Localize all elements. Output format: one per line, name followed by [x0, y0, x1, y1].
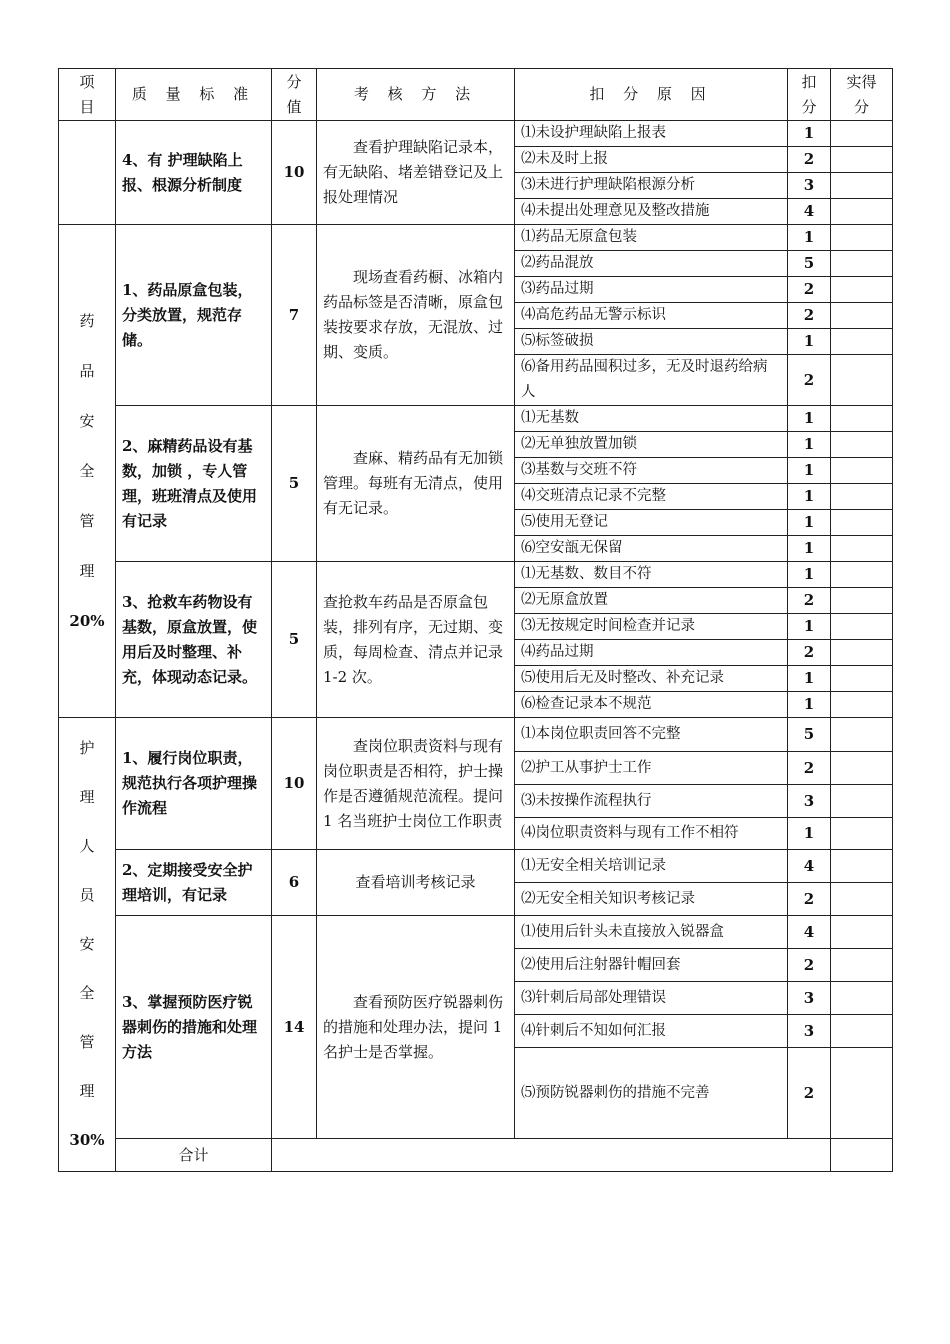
actual-score-cell[interactable] [831, 785, 893, 818]
reason-cell: ⑶未按操作流程执行 [515, 785, 788, 818]
actual-score-cell[interactable] [831, 692, 893, 718]
deduct-points-cell: 2 [788, 588, 831, 614]
reason-cell: ⑸预防锐器刺伤的措施不完善 [515, 1048, 788, 1139]
section-char: 理 [79, 1082, 95, 1100]
total-row [59, 1139, 893, 1172]
score-cell: 10 [272, 718, 317, 850]
reason-cell: ⑴使用后针头未直接放入锐器盒 [515, 916, 788, 949]
reason-cell: ⑶无按规定时间检查并记录 [515, 614, 788, 640]
reason-cell: ⑶未进行护理缺陷根源分析 [515, 173, 788, 199]
actual-score-cell[interactable] [831, 303, 893, 329]
reason-cell: ⑵无原盒放置 [515, 588, 788, 614]
actual-score-cell[interactable] [831, 752, 893, 785]
section-char: 药 [79, 311, 95, 330]
table-row [59, 916, 893, 949]
method-cell: 现场查看药橱、冰箱内药品标签是否清晰，原盒包装按要求存放，无混放、过期、变质。 [317, 225, 515, 406]
deduct-points-cell: 1 [788, 458, 831, 484]
score-cell: 5 [272, 562, 317, 718]
reason-cell: ⑴无基数 [515, 406, 788, 432]
deduct-points-cell: 2 [788, 303, 831, 329]
reason-cell: ⑹备用药品囤积过多，无及时退药给病人 [515, 355, 788, 406]
deduct-points-cell: 1 [788, 614, 831, 640]
actual-score-cell[interactable] [831, 1015, 893, 1048]
reason-cell: ⑹检查记录本不规范 [515, 692, 788, 718]
section-percent: 20% [69, 611, 105, 630]
actual-score-cell[interactable] [831, 718, 893, 752]
section-char: 理 [79, 561, 95, 580]
reason-cell: ⑷药品过期 [515, 640, 788, 666]
header-score: 分 值 [272, 69, 317, 121]
table-row [59, 121, 893, 147]
deduct-points-cell: 3 [788, 785, 831, 818]
score-cell: 14 [272, 916, 317, 1139]
score-cell: 6 [272, 850, 317, 916]
header-row [59, 69, 893, 121]
section-percent: 30% [69, 1131, 105, 1149]
section-char: 品 [79, 361, 95, 380]
actual-score-cell[interactable] [831, 484, 893, 510]
table-row [59, 406, 893, 432]
reason-cell: ⑸使用后无及时整改、补充记录 [515, 666, 788, 692]
actual-score-cell[interactable] [831, 225, 893, 251]
actual-score-cell[interactable] [831, 1048, 893, 1139]
table-row [59, 718, 893, 752]
actual-score-cell[interactable] [831, 818, 893, 850]
reason-cell: ⑶针刺后局部处理错误 [515, 982, 788, 1015]
section-char: 安 [79, 935, 95, 953]
score-cell: 5 [272, 406, 317, 562]
table-row [59, 562, 893, 588]
actual-score-cell[interactable] [831, 355, 893, 406]
deduct-points-cell: 1 [788, 406, 831, 432]
actual-score-cell[interactable] [831, 510, 893, 536]
deduct-points-cell: 4 [788, 850, 831, 883]
actual-score-cell[interactable] [831, 536, 893, 562]
deduct-points-cell: 1 [788, 536, 831, 562]
deduct-points-cell: 1 [788, 121, 831, 147]
reason-cell: ⑵护工从事护士工作 [515, 752, 788, 785]
total-label: 合计 [116, 1139, 272, 1172]
deduct-points-cell: 2 [788, 147, 831, 173]
actual-score-cell[interactable] [831, 588, 893, 614]
reason-cell: ⑷交班清点记录不完整 [515, 484, 788, 510]
reason-cell: ⑴本岗位职责回答不完整 [515, 718, 788, 752]
section-char: 护 [79, 739, 95, 757]
method-cell: 查看预防医疗锐器刺伤的措施和处理办法，提问 1 名护士是否掌握。 [317, 916, 515, 1139]
deduct-points-cell: 3 [788, 982, 831, 1015]
deduct-points-cell: 2 [788, 883, 831, 916]
reason-cell: ⑵未及时上报 [515, 147, 788, 173]
reason-cell: ⑴未设护理缺陷上报表 [515, 121, 788, 147]
actual-score-cell[interactable] [831, 199, 893, 225]
deduct-points-cell: 1 [788, 432, 831, 458]
standard-cell: 3、掌握预防医疗锐器刺伤的措施和处理方法 [116, 916, 272, 1139]
reason-cell: ⑴无基数、数目不符 [515, 562, 788, 588]
deduct-points-cell: 2 [788, 752, 831, 785]
deduct-points-cell: 2 [788, 640, 831, 666]
actual-score-cell[interactable] [831, 883, 893, 916]
actual-score-cell[interactable] [831, 277, 893, 303]
header-actual: 实得 分 [831, 69, 893, 121]
section-char: 管 [79, 1033, 95, 1051]
actual-score-cell[interactable] [831, 251, 893, 277]
deduct-points-cell: 1 [788, 510, 831, 536]
reason-cell: ⑷高危药品无警示标识 [515, 303, 788, 329]
deduct-points-cell: 1 [788, 818, 831, 850]
deduct-points-cell: 1 [788, 329, 831, 355]
section-char: 人 [79, 837, 95, 855]
actual-score-cell[interactable] [831, 147, 893, 173]
actual-score-cell[interactable] [831, 949, 893, 982]
deduct-points-cell: 1 [788, 225, 831, 251]
header-item: 项 目 [59, 69, 116, 121]
standard-cell: 4、有 护理缺陷上报、根源分析制度 [116, 121, 272, 225]
reason-cell: ⑵无安全相关知识考核记录 [515, 883, 788, 916]
reason-cell: ⑵药品混放 [515, 251, 788, 277]
section-char: 全 [79, 461, 95, 480]
header-reason: 扣 分 原 因 [515, 69, 788, 121]
reason-cell: ⑷未提出处理意见及整改措施 [515, 199, 788, 225]
actual-score-cell[interactable] [831, 432, 893, 458]
deduct-points-cell: 3 [788, 173, 831, 199]
reason-cell: ⑵无单独放置加锁 [515, 432, 788, 458]
deduct-points-cell: 5 [788, 251, 831, 277]
actual-score-cell[interactable] [831, 850, 893, 883]
deduct-points-cell: 1 [788, 692, 831, 718]
reason-cell: ⑷岗位职责资料与现有工作不相符 [515, 818, 788, 850]
header-deduct: 扣 分 [788, 69, 831, 121]
section-char: 管 [79, 511, 95, 530]
actual-score-cell[interactable] [831, 173, 893, 199]
method-cell: 查岗位职责资料与现有岗位职责是否相符，护士操作是否遵循规范流程。提问 1 名当班护士岗位工作职责 [317, 718, 515, 850]
section-char: 安 [79, 411, 95, 430]
section-cell-empty [59, 121, 116, 225]
table-row [59, 225, 893, 251]
total-deduct-cell[interactable] [831, 1139, 893, 1172]
deduct-points-cell: 1 [788, 484, 831, 510]
reason-cell: ⑷针刺后不知如何汇报 [515, 1015, 788, 1048]
header-standard: 质 量 标 准 [116, 69, 272, 121]
reason-cell: ⑸使用无登记 [515, 510, 788, 536]
deduct-points-cell: 2 [788, 949, 831, 982]
actual-score-cell[interactable] [831, 458, 893, 484]
assessment-table [58, 68, 893, 1172]
actual-score-cell[interactable] [831, 406, 893, 432]
actual-score-cell[interactable] [831, 982, 893, 1015]
actual-score-cell[interactable] [831, 666, 893, 692]
section-label-drug [59, 225, 116, 718]
section-char: 员 [79, 886, 95, 904]
deduct-points-cell: 1 [788, 562, 831, 588]
section-label-staff [59, 718, 116, 1172]
actual-score-cell[interactable] [831, 121, 893, 147]
score-cell: 7 [272, 225, 317, 406]
method-cell: 查看培训考核记录 [317, 850, 515, 916]
section-char: 全 [79, 984, 95, 1002]
deduct-points-cell: 3 [788, 1015, 831, 1048]
table-row [59, 850, 893, 883]
standard-cell: 1、药品原盒包装，分类放置，规范存储。 [116, 225, 272, 406]
section-char: 理 [79, 788, 95, 806]
deduct-points-cell: 4 [788, 199, 831, 225]
deduct-points-cell: 1 [788, 666, 831, 692]
standard-cell: 1、履行岗位职责，规范执行各项护理操作流程 [116, 718, 272, 850]
standard-cell: 3、抢救车药物设有基数，原盒放置，使用后及时整理、补充，体现动态记录。 [116, 562, 272, 718]
total-blank [272, 1139, 831, 1172]
deduct-points-cell: 2 [788, 277, 831, 303]
reason-cell: ⑶药品过期 [515, 277, 788, 303]
method-cell: 查麻、精药品有无加锁管理。每班有无清点，使用有无记录。 [317, 406, 515, 562]
reason-cell: ⑴药品无原盒包装 [515, 225, 788, 251]
actual-score-cell[interactable] [831, 562, 893, 588]
standard-cell: 2、定期接受安全护理培训，有记录 [116, 850, 272, 916]
reason-cell: ⑶基数与交班不符 [515, 458, 788, 484]
reason-cell: ⑵使用后注射器针帽回套 [515, 949, 788, 982]
method-cell: 查抢救车药品是否原盒包装，排列有序，无过期、变质，每周检查、清点并记录 1-2 次。 [317, 562, 515, 718]
reason-cell: ⑴无安全相关培训记录 [515, 850, 788, 883]
actual-score-cell[interactable] [831, 329, 893, 355]
deduct-points-cell: 2 [788, 355, 831, 406]
reason-cell: ⑸标签破损 [515, 329, 788, 355]
actual-score-cell[interactable] [831, 916, 893, 949]
actual-score-cell[interactable] [831, 640, 893, 666]
deduct-points-cell: 4 [788, 916, 831, 949]
score-cell: 10 [272, 121, 317, 225]
header-method: 考 核 方 法 [317, 69, 515, 121]
reason-cell: ⑹空安瓿无保留 [515, 536, 788, 562]
method-cell: 查看护理缺陷记录本，有无缺陷、堵差错登记及上报处理情况 [317, 121, 515, 225]
actual-score-cell[interactable] [831, 614, 893, 640]
standard-cell: 2、麻精药品设有基数，加锁 ，专人管理，班班清点及使用有记录 [116, 406, 272, 562]
deduct-points-cell: 2 [788, 1048, 831, 1139]
deduct-points-cell: 5 [788, 718, 831, 752]
